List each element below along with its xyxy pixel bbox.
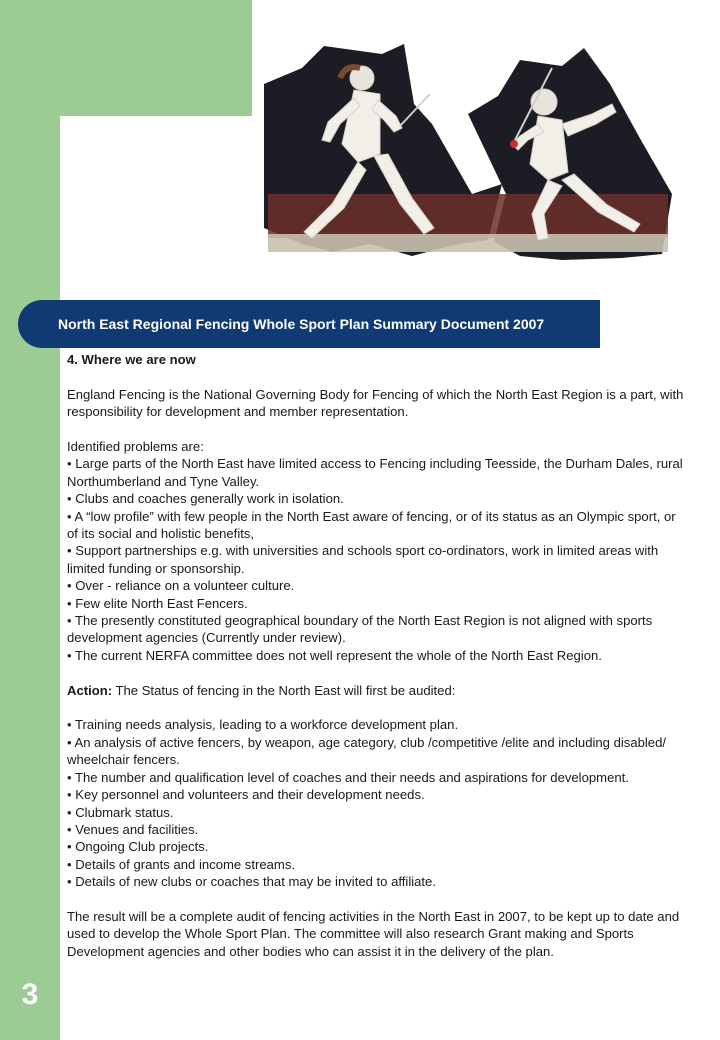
problem-item: • Large parts of the North East have limited access to Fencing including Teesside, the Durham Dales, rural Northumberland and Tyne Valley. xyxy=(67,456,683,489)
problem-item: • Over - reliance on a volunteer culture. xyxy=(67,578,295,594)
problem-item: • Support partnerships e.g. with universities and schools sport co-ordinators, work in limited areas with limited funding or sponsorship. xyxy=(67,543,659,576)
problem-item: • The presently constituted geographical boundary of the North East Region is not aligned with sports development agencies (Currently under review). xyxy=(67,613,653,646)
action-item: • Venues and facilities. xyxy=(67,821,199,837)
action-item: • Ongoing Club projects. xyxy=(67,839,209,855)
action-item: • An analysis of active fencers, by weapon, age category, club /competitive /elite and including disabled/ wheelchair fencers. xyxy=(67,734,666,768)
page-number: 3 xyxy=(21,978,39,1011)
conclusion-paragraph: The result will be a complete audit of fencing activities in the North East in 2007, to be kept up to date and used to develop the Whole Sport Plan. The committee will also research Grant making and Sports Development agencies and other bodies who can assist it in the delivery of the plan. xyxy=(67,908,680,959)
action-item: • Details of grants and income streams. xyxy=(67,856,296,872)
intro-paragraph: England Fencing is the National Governing Body for Fencing of which the North East Region is a part, with responsibility for development and member representation. xyxy=(67,386,684,420)
action-item: • Clubmark status. xyxy=(67,804,174,820)
action-item: • Key personnel and volunteers and their development needs. xyxy=(67,787,425,803)
problem-item: • A “low profile” with few people in the North East aware of fencing, or of its status as an Olympic sport, or of its social and holistic benefits, xyxy=(67,508,676,542)
corner-curve xyxy=(60,116,120,176)
fencers-photo xyxy=(262,44,682,264)
action-item: • Details of new clubs or coaches that may be invited to affiliate. xyxy=(67,874,436,890)
action-text: The Status of fencing in the North East will first be audited: xyxy=(112,682,456,698)
action-line xyxy=(67,682,685,699)
problem-item: • Few elite North East Fencers. xyxy=(67,595,248,611)
action-item: • Training needs analysis, leading to a workforce development plan. xyxy=(67,717,459,733)
problem-item: • Clubs and coaches generally work in isolation. xyxy=(67,491,344,507)
left-green-stripe xyxy=(0,0,60,1040)
document-body xyxy=(67,351,685,960)
problems-label: Identified problems are: xyxy=(67,439,204,454)
document-title: North East Regional Fencing Whole Sport Plan Summary Document 2007 xyxy=(58,316,545,332)
section-heading: 4. Where we are now xyxy=(67,352,196,367)
problem-item: • The current NERFA committee does not well represent the whole of the North East Region. xyxy=(67,647,602,663)
title-banner xyxy=(18,300,600,348)
action-item: • The number and qualification level of coaches and their needs and aspirations for development. xyxy=(67,769,629,785)
top-green-block xyxy=(0,0,252,116)
action-label: Action: xyxy=(67,682,113,698)
